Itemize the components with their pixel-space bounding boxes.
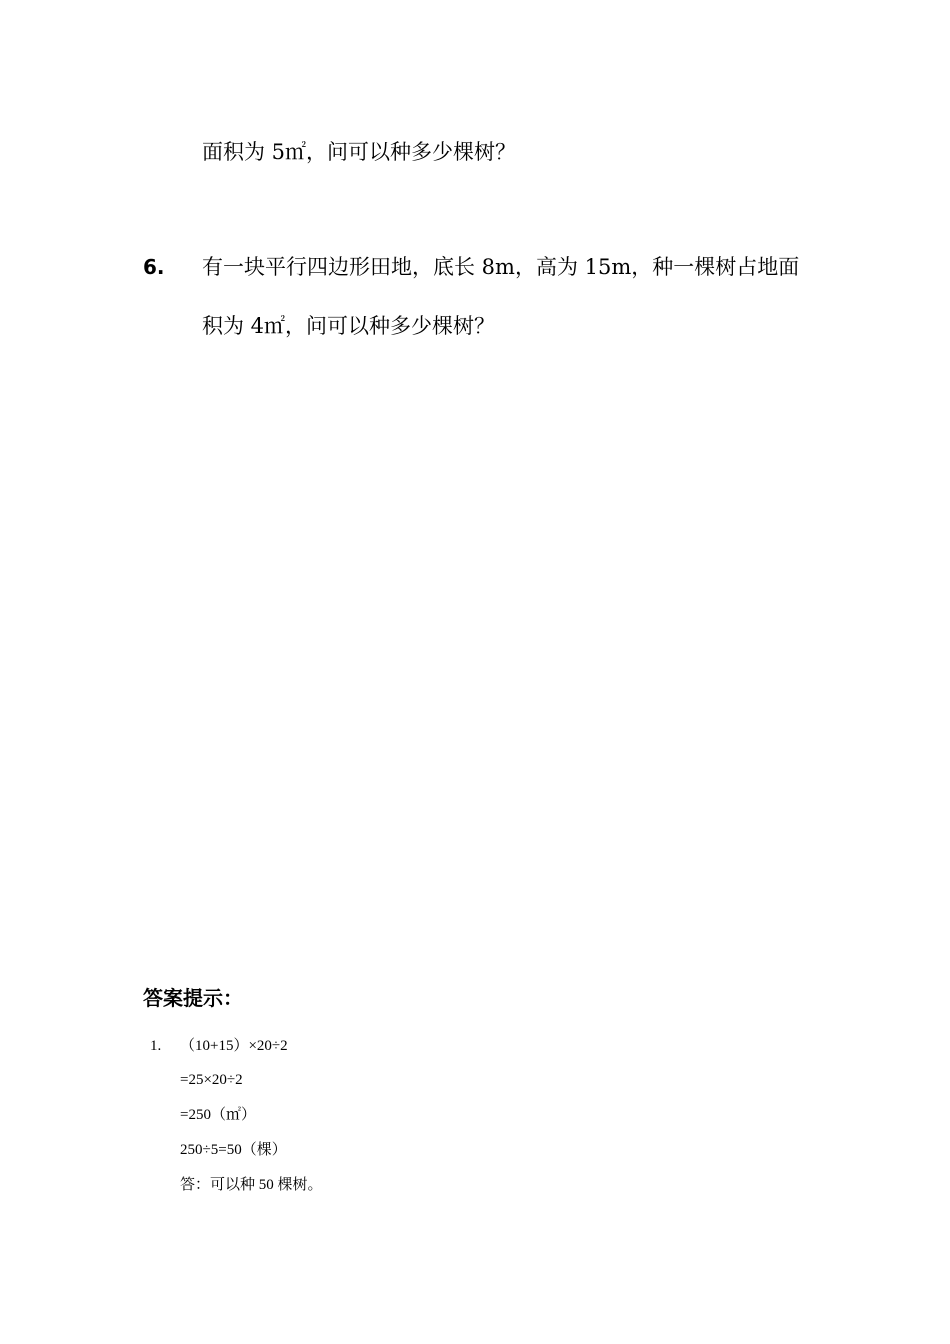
question-6-number: 6.: [143, 255, 165, 279]
answer-1-number: 1.: [150, 1038, 162, 1054]
answer-1-line-3: =250（㎡）: [180, 1107, 256, 1123]
question-5-continuation: 面积为 5㎡，问可以种多少棵树？: [202, 140, 517, 164]
answer-heading: 答案提示：: [143, 986, 243, 1010]
question-6-line-1: 有一块平行四边形田地，底长 8m，高为 15m，种一棵树占地面: [202, 255, 800, 279]
answer-1-line-4: 250÷5=50（棵）: [180, 1142, 287, 1158]
answer-1-line-5: 答：可以种 50 棵树。: [180, 1177, 323, 1193]
answer-1-line-2: =25×20÷2: [180, 1072, 243, 1088]
answer-1-line-1: （10+15）×20÷2: [180, 1038, 288, 1054]
question-6-line-2: 积为 4㎡，问可以种多少棵树？: [202, 314, 496, 338]
